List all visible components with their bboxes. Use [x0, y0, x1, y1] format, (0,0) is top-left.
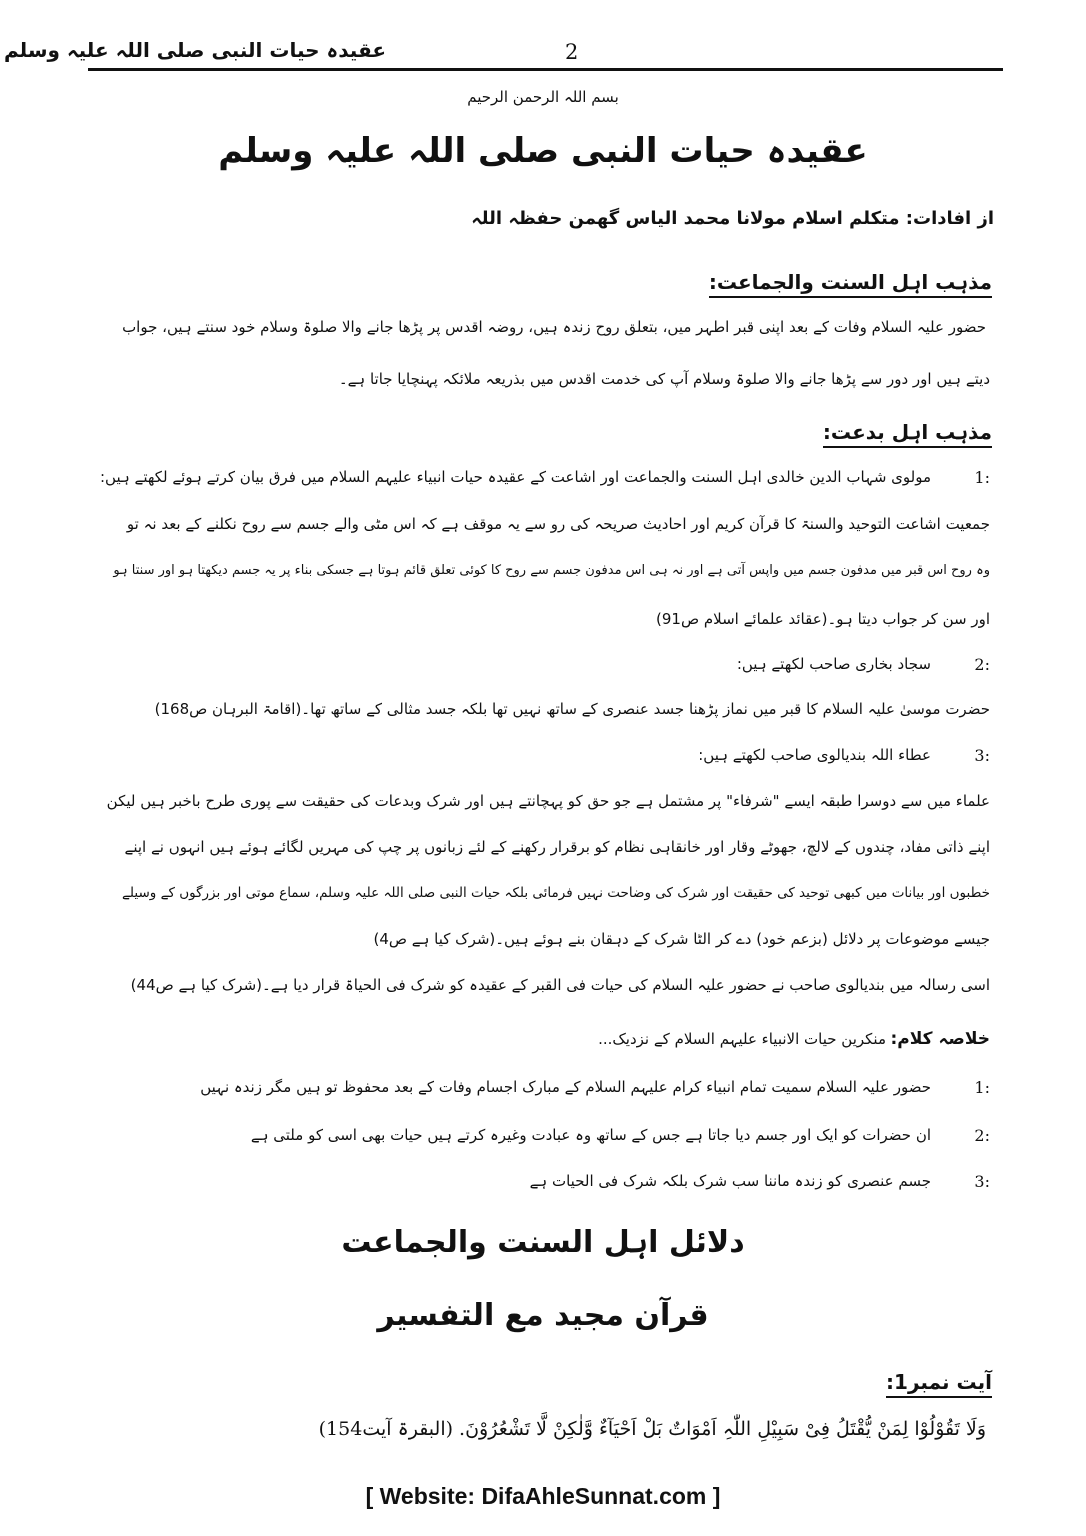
ayah-text: وَلَا تَقُوْلُوْا لِمَنْ یُّقْتَلُ فِیْ سَبِیْلِ اللّٰہِ اَمْوَاتٌ بَلْ اَحْیَآءٌ وَّلٰکِنْ لَّا تَشْعُرُوْنَ. (البقرۃ آیت154): [318, 1418, 986, 1440]
summary-label: خلاصہ کلام:: [890, 1029, 990, 1049]
running-title: عقیدہ حیات النبی صلی اللہ علیہ وسلم: [3, 38, 386, 62]
byline: از افادات: متکلم اسلام مولانا محمد الیاس گھمن حفظہ اللہ: [471, 208, 994, 229]
item2-line: حضرت موسیٰ علیہ السلام کا قبر میں نماز پڑھنا جسد عنصری کے ساتھ نہیں تھا بلکہ جسد مثالی کے ساتھ تھا۔(اقامۃ البرہان ص168): [154, 700, 990, 718]
heading-dalail: دلائل اہل السنت والجماعت: [341, 1225, 745, 1260]
ayah-heading: آیت نمبر1:: [886, 1370, 992, 1398]
page-title: عقیدہ حیات النبی صلی اللہ علیہ وسلم: [218, 131, 868, 171]
item3-intro: عطاء اللہ بندیالوی صاحب لکھتے ہیں:: [698, 746, 931, 764]
item3-line-4: جیسے موضوعات پر دلائل (بزعم خود) دے کر الٹا شرک کے دہقان بنے ہوئے ہیں۔(شرک کیا ہے ص4): [373, 930, 990, 948]
item2-number: 2:: [974, 655, 990, 674]
item3-number: 3:: [974, 746, 990, 765]
heading-ahl-bidat: مذہب اہل بدعت:: [823, 420, 992, 448]
item3-line-2: اپنے ذاتی مفاد، چندوں کے لالچ، جھوٹے وقار اور خانقاہی نظام کو برقرار رکھنے کے لئے زبانوں پر چپ کی مہریں لگائے ہوئے ہیں انہوں نے اپنے: [124, 838, 990, 856]
item1-line-3: اور سن کر جواب دیتا ہو۔(عقائد علمائے اسلام ص91): [656, 610, 990, 628]
summary-item1-number: 1:: [974, 1078, 990, 1097]
item1-line-2: وہ روح اس قبر میں مدفون جسم میں واپس آتی ہے اور نہ ہی اس مدفون جسم سے روح کا کوئی تعلق قائم ہوتا ہے جسکی بناء پر یہ جسم دیکھتا ہو اور سنتا ہو: [113, 563, 990, 578]
sec1-line-1: حضور علیہ السلام وفات کے بعد اپنی قبر اطہر میں، بتعلق روح زندہ ہیں، روضہ اقدس پر پڑھا جانے والا صلوۃ وسلام خود سنتے ہیں، جواب: [122, 318, 986, 336]
item3-line-5: اسی رسالہ میں بندیالوی صاحب نے حضور علیہ السلام کی حیات فی القبر کے عقیدہ کو شرک فی الحیاۃ قرار دیا ہے۔(شرک کیا ہے ص44): [130, 976, 990, 994]
item3-line-1: علماء میں سے دوسرا طبقہ ایسے "شرفاء" پر مشتمل ہے جو حق کو پہچانتے ہیں اور شرک وبدعات کی حقیقت سے پوری طرح باخبر ہیں لیکن: [106, 792, 990, 810]
summary-intro: منکرین حیات الانبیاء علیہم السلام کے نزدیک...: [598, 1030, 886, 1048]
summary-item1-text: حضور علیہ السلام سمیت تمام انبیاء کرام علیہم السلام کے مبارک اجسام وفات کے بعد محفوظ تو ہیں مگر زندہ نہیں: [200, 1078, 931, 1096]
heading-quran: قرآن مجید مع التفسیر: [377, 1298, 709, 1333]
item1-number: 1:: [974, 468, 990, 487]
summary-item3-number: 3:: [974, 1172, 990, 1191]
item1-intro: مولوی شہاب الدین خالدی اہل السنت والجماعت اور اشاعت کے عقیدہ حیات انبیاء علیہم السلام میں فرق بیان کرتے ہوئے لکھتے ہیں:: [99, 468, 931, 486]
bismillah: بسم اللہ الرحمن الرحیم: [467, 88, 619, 106]
sec1-line-2: دیتے ہیں اور دور سے پڑھا جانے والا صلوۃ وسلام آپ کی خدمت اقدس میں بذریعہ ملائکہ پہنچایا جاتا ہے۔: [338, 370, 990, 388]
item2-intro: سجاد بخاری صاحب لکھتے ہیں:: [736, 655, 931, 673]
item1-line-1: جمعیت اشاعت التوحید والسنۃ کا قرآن کریم اور احادیث صریحہ کی رو سے یہ موقف ہے کہ اس مٹی والے جسم سے روح نکلنے کے بعد نہ تو: [126, 515, 990, 533]
page-number: 2: [565, 40, 579, 64]
summary-item2-number: 2:: [974, 1126, 990, 1145]
item3-line-3: خطبوں اور بیانات میں کبھی توحید کی حقیقت اور شرک کی وضاحت نہیں فرمائی بلکہ حیات النبی صلی اللہ علیہ وسلم، سماع موتی اور بزرگوں کے وسیلے: [122, 885, 990, 901]
header-rule: [88, 68, 1003, 71]
heading-ahl-sunnat: مذہب اہل السنت والجماعت:: [709, 270, 992, 298]
summary-item2-text: ان حضرات کو ایک اور جسم دیا جاتا ہے جس کے ساتھ وہ عبادت وغیرہ کرتے ہیں حیات بھی اسی کو ملتی ہے: [250, 1126, 931, 1144]
website-footer: [ Website: DifaAhleSunnat.com ]: [365, 1483, 721, 1509]
summary-item3-text: جسم عنصری کو زندہ ماننا سب شرک بلکہ شرک فی الحیات ہے: [529, 1172, 931, 1190]
